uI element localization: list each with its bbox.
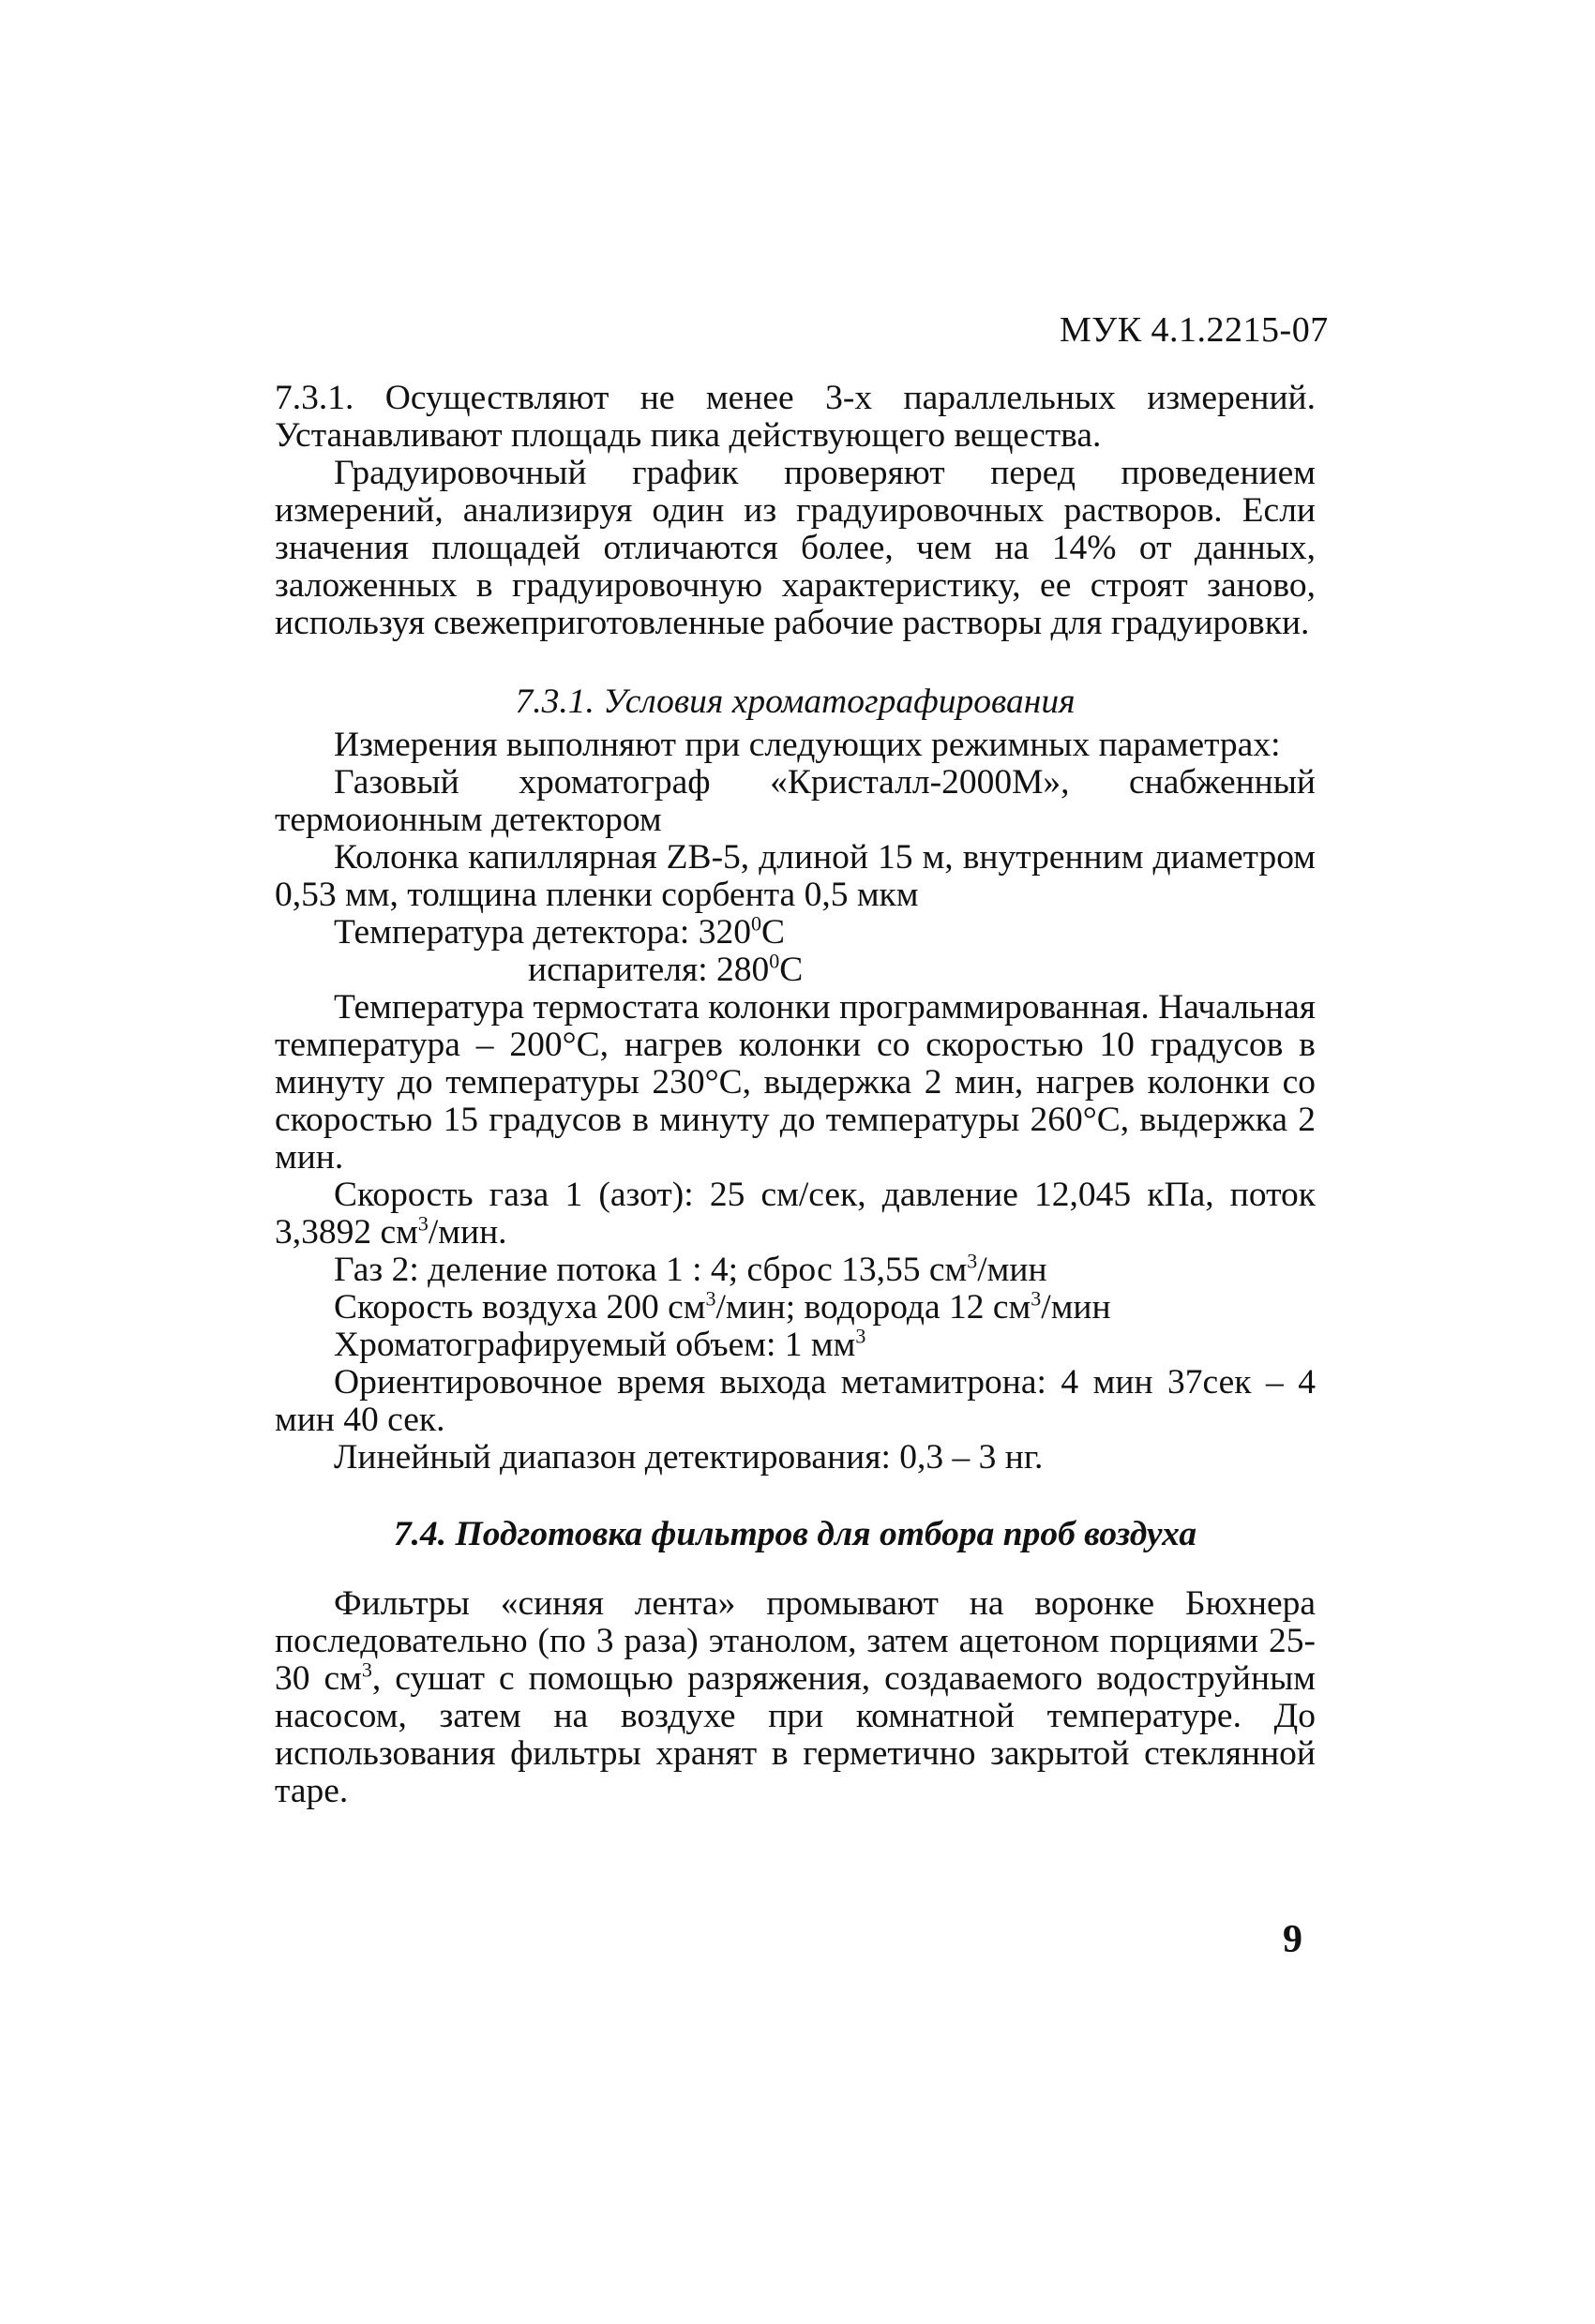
paragraph-linear-range: Линейный диапазон детектирования: 0,3 – 3 нг. [334,1438,1044,1477]
paragraph-detector-temperature: Температура детектора: $320^0С$ [334,911,785,952]
paragraph-chromatograph: Газовый хроматограф «Кристалл-2000М», снабженный термоионным детектором [275,763,1316,839]
paragraph-filter-washing: Фильтры «синяя лента» промывают на воронке Бюхнера последовательно (по 3 раза) этанолом, затем ацетоном порциями 25-30 $см^3$, сушат с помощью разряжения, создаваемого водоструйным насосом, затем на воздухе при комнатной температуре. До использования фильтры хранят в герметично закрытой стеклянной таре. [275,1584,1316,1810]
document-body [275,380,1316,1810]
paragraph-thermostat-program: Температура термостата колонки программированная. Начальная температура – 200°С, нагрев колонки со скоростью 10 градусов в минуту до температуры 230°С, выдержка 2 мин, нагрев колонки со скоростью 15 градусов в минуту до температуры 260°С, выдержка 2 мин. [275,988,1316,1177]
paragraph-air-hydrogen-flow: Скорость воздуха 200 $см^3$/мин; водорода 12 $см^3$/мин [334,1286,1111,1327]
paragraph-retention-time: Ориентировочное время выхода метамитрона: 4 мин 37сек – 4 мин 40 сек. [275,1363,1316,1439]
section-heading-filter-preparation: 7.4. Подготовка фильтров для отбора проб воздуха [393,1515,1197,1553]
subsection-heading-chromatography-conditions: 7.3.1. Условия хроматографирования [515,682,1076,721]
page-number: 9 [1283,1918,1302,1961]
paragraph-column: Колонка капиллярная ZB-5, длиной 15 м, внутренним диаметром 0,53 мм, толщина пленки сорбента 0,5 мкм [275,838,1316,914]
paragraph-parallel-measurements: 7.3.1. Осуществляют не менее 3-х параллельных измерений. Устанавливают площадь пика действующего вещества. [275,379,1316,455]
paragraph-evaporator-temperature: испарителя: $280^0С$ [528,949,804,989]
paragraph-gas-2: Газ 2: деление потока 1 : 4; сброс 13,55 $см^3$/мин [334,1249,1047,1289]
paragraph-gas-1: Скорость газа 1 (азот): 25 см/сек, давление 12,045 кПа, поток 3,3892 $см^3$/мин. [275,1176,1316,1252]
paragraph-measurement-parameters: Измерения выполняют при следующих режимных параметрах: [334,726,1281,764]
paragraph-injection-volume: Хроматографируемый объем: 1 $мм^3$ [334,1324,866,1364]
document-code-header: МУК 4.1.2215-07 [1060,310,1329,350]
paragraph-calibration-check: Градуировочный график проверяют перед проведением измерений, анализируя один из градуировочных растворов. Если значения площадей отличаются более, чем на 14% от данных, заложенных в градуировочную характеристику, ее строят заново, используя свежеприготовленные рабочие растворы для градуировки. [275,454,1316,642]
